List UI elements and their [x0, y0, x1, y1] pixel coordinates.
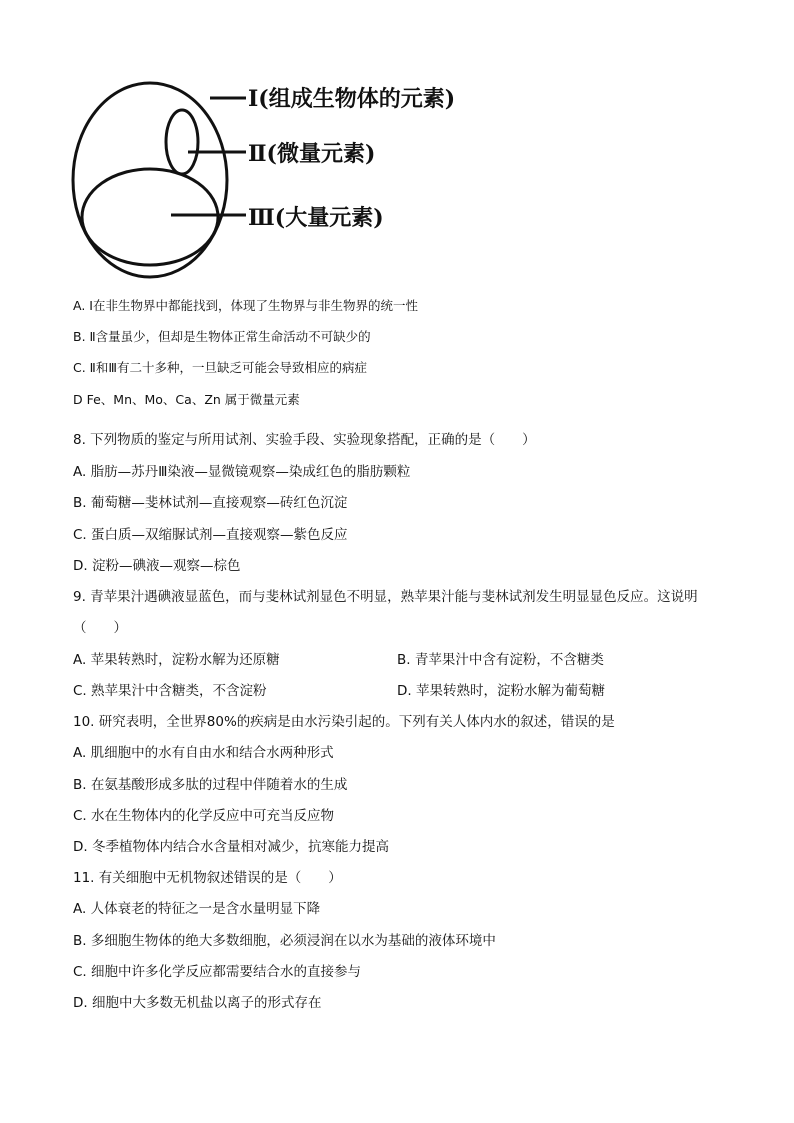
q10-option-c: C. 水在生物体内的化学反应中可充当反应物 [73, 808, 335, 824]
q11-option-d: D. 细胞中大多数无机盐以离子的形式存在 [73, 995, 322, 1011]
small-ellipse [166, 110, 198, 174]
q9-option-d: D. 苹果转熟时，淀粉水解为葡萄糖 [397, 683, 605, 699]
q8-stem: 8. 下列物质的鉴定与所用试剂、实验手段、实验现象搭配，正确的是（ ） [73, 432, 536, 448]
label-elements: Ⅰ(组成生物体的元素) [248, 86, 456, 112]
q8-option-d: D. 淀粉—碘液—观察—棕色 [73, 558, 241, 574]
q8-option-c: C. 蛋白质—双缩脲试剂—直接观察—紫色反应 [73, 527, 348, 543]
inner-ellipse [82, 169, 218, 265]
q7-option-c: C. Ⅱ和Ⅲ有二十多种，一旦缺乏可能会导致相应的病症 [73, 360, 367, 375]
q9-stem-paren: （ ） [73, 620, 127, 636]
q7-option-a: A. Ⅰ在非生物界中都能找到，体现了生物界与非生物界的统一性 [73, 298, 418, 313]
venn-svg [70, 70, 456, 290]
q9-stem: 9. 青苹果汁遇碘液显蓝色，而与斐林试剂显色不明显，熟苹果汁能与斐林试剂发生明显显色反应。这说明 [73, 589, 698, 605]
element-venn-diagram [70, 70, 456, 290]
label-trace-elements: Ⅱ(微量元素) [248, 141, 376, 167]
q9-option-a: A. 苹果转熟时，淀粉水解为还原糖 [73, 652, 280, 668]
q8-option-a: A. 脂肪—苏丹Ⅲ染液—显微镜观察—染成红色的脂肪颗粒 [73, 464, 411, 480]
q9-option-b: B. 青苹果汁中含有淀粉，不含糖类 [397, 652, 604, 668]
q9-option-c: C. 熟苹果汁中含糖类，不含淀粉 [73, 683, 267, 699]
q10-option-a: A. 肌细胞中的水有自由水和结合水两种形式 [73, 745, 334, 761]
q11-stem: 11. 有关细胞中无机物叙述错误的是（ ） [73, 870, 342, 886]
q11-option-c: C. 细胞中许多化学反应都需要结合水的直接参与 [73, 964, 362, 980]
q10-option-b: B. 在氨基酸形成多肽的过程中伴随着水的生成 [73, 777, 348, 793]
q7-option-b: B. Ⅱ含量虽少，但却是生物体正常生命活动不可缺少的 [73, 329, 371, 344]
q7-option-d: D Fe、Mn、Mo、Ca、Zn 属于微量元素 [73, 392, 300, 407]
q10-stem: 10. 研究表明，全世界80%的疾病是由水污染引起的。下列有关人体内水的叙述，错误的是 [73, 714, 615, 730]
q11-option-a: A. 人体衰老的特征之一是含水量明显下降 [73, 901, 321, 917]
q10-option-d: D. 冬季植物体内结合水含量相对减少，抗寒能力提高 [73, 839, 389, 855]
label-major-elements: Ⅲ(大量元素) [248, 205, 384, 231]
q8-option-b: B. 葡萄糖—斐林试剂—直接观察—砖红色沉淀 [73, 495, 348, 511]
q11-option-b: B. 多细胞生物体的绝大多数细胞，必须浸润在以水为基础的液体环境中 [73, 933, 496, 949]
